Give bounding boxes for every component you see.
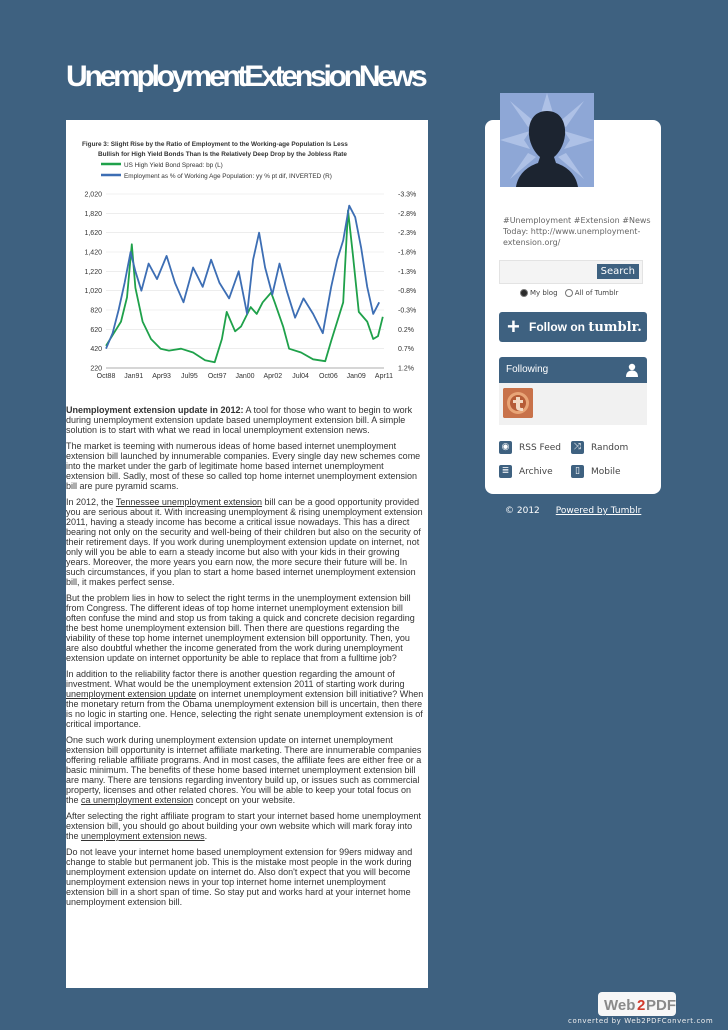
post-paragraph: In addition to the reliability factor there is another question regarding the amount of investment. What would be the unemployment extension 2011 of starting work during unemployment extension update on internet unemployment extension bill initiative? When the monetary return from the Obama unemployment extension bill is uncertain, then there is no logic in starting one. Hence, selecting the right senate unemployment extension is of critical importance. <box>66 669 424 729</box>
plus-icon: + <box>507 314 520 339</box>
sidebar: #Unemployment #Extension #News Today: http://www.unemployment-extension.org/ Search My blog All of Tumblr + Follow on tumblr. Following ◉ RSS Feed ⤨ Random ≣ Archive ▯ Mobile © 2012 Powered by Tumblr <box>485 120 661 494</box>
mobile-icon: ▯ <box>571 465 584 478</box>
blog-title[interactable]: UnemploymentExtensionNews <box>66 60 425 93</box>
avatar[interactable] <box>500 93 594 187</box>
post-paragraph: Do not leave your internet home based unemployment extension for 99ers midway and change to stable but permanent job. This is the mistake most people in the work during unemployment extension update on internet do. Also don't expect that you will become unemployment extension news in your top internet home internet unemployment extension bill in a short span of time. So stay put and works hard at your internet home unemployment extension bill. <box>66 847 413 907</box>
svg-text:Web: Web <box>604 997 636 1014</box>
post-paragraph: After selecting the right affiliate program to start your internet based home unemployment extension bill, you should go about building your own website which will mark foray into the unemployment extension news. <box>66 811 422 841</box>
post-paragraph: But the problem lies in how to select the right terms in the unemployment extension bill from Congress. The different ideas of top home internet unemployment extension bill often confuse the mind and stop us from taking a quick and concrete decision regarding the best home unemployment extension bill. Then there are questions regarding the viability of these top home internet unemployment extension bill opportunity. Then, you are also doubtful whether the income generated from the work during unemployment extension update on internet opportunity be able to replace that from a fulltime job? <box>66 593 415 663</box>
y-left-tick-label: 620 <box>90 326 102 334</box>
x-tick-label: Oct06 <box>319 373 338 380</box>
y-left-tick-label: 2,020 <box>84 191 102 199</box>
search-scope <box>520 289 618 297</box>
extension-news-link[interactable]: unemployment extension news <box>81 831 205 841</box>
x-tick-label: Jul04 <box>292 373 309 380</box>
chart-title-line1: Figure 3: Slight Rise by the Ratio of Employment to the Working-age Population Is Less <box>82 141 348 148</box>
svg-text:PDF: PDF <box>646 997 676 1014</box>
y-left-tick-label: 1,420 <box>84 249 102 257</box>
shuffle-icon: ⤨ <box>571 441 584 454</box>
ca-extension-link[interactable]: ca unemployment extension <box>81 795 194 805</box>
y-left-tick-label: 1,220 <box>84 268 102 276</box>
x-tick-label: Apr93 <box>152 373 171 380</box>
y-right-tick-label: 1.2% <box>398 365 414 373</box>
y-right-tick-label: 0.2% <box>398 326 414 334</box>
tennessee-link[interactable]: Tennessee unemployment extension <box>115 497 262 507</box>
chart-title-line2: Bullish for High Yield Bonds Than Is the Relatively Deep Drop by the Jobless Rate <box>98 151 347 158</box>
post-paragraph: In 2012, the Tennessee unemployment extension bill can be a good opportunity provided you are serious about it. With increasing unemployment & rising unemployment extension 2011, having a steady income has become a critical issue nowadays. This has a direct bearing not only on the security and well-being of their children but also on the security of their retirement days. If you work during unemployment extension update on internet, not only will you be able to earn a steady income but also with your kids in their growing years. Moreover, the more years you earn now, the more secure their future will be. In such circumstances, if you plan to start a home based internet unemployment extension bill, it makes perfect sense. <box>66 497 423 587</box>
y-left-tick-label: 1,020 <box>84 288 102 296</box>
post-paragraph: The market is teeming with numerous ideas of home based internet unemployment extension bill launched by innumerable companies. Every single day new schemes come into the market under the garb of legitimate home based internet unemployment extension bill. Sadly, most of these so called top home internet unemployment extension bill are pure pyramid scams. <box>66 441 421 491</box>
extension-update-link[interactable]: unemployment extension update <box>66 689 197 699</box>
radio-my-blog[interactable] <box>520 289 528 297</box>
person-icon <box>625 363 639 377</box>
y-right-tick-label: 0.7% <box>398 346 414 354</box>
x-tick-label: Oct97 <box>207 373 227 380</box>
post-paragraph: One such work during unemployment extension update on internet unemployment extension bill opportunity is internet affiliate marketing. There are innumerable companies offering reliable affiliate programs. And in most cases, the affiliate fees are either free or a basic minimum. The benefits of these home based internet unemployment extension bill are many. There are tensions regarding inventory build up, or issues such as commercial property, licenses and other related chores. You will be able to keep your total focus on the ca unemployment extension concept on your website. <box>66 735 422 805</box>
y-left-tick-label: 420 <box>90 346 102 354</box>
y-right-tick-label: -0.8% <box>398 288 417 296</box>
blog-description: #Unemployment #Extension #News Today: http://www.unemployment-extension.org/ <box>503 216 651 247</box>
powered-by-tumblr-link[interactable]: Powered by Tumblr <box>555 506 642 516</box>
x-tick-label: Apr02 <box>263 373 283 380</box>
following-header <box>499 357 647 383</box>
archive-icon: ≣ <box>499 465 512 478</box>
post <box>66 120 428 988</box>
y-right-tick-label: -2.8% <box>398 210 417 218</box>
search-button[interactable]: Search <box>597 264 639 279</box>
following-label: Following <box>506 364 549 375</box>
copyright: © 2012 <box>505 506 540 516</box>
radio-all-tumblr[interactable] <box>565 289 573 297</box>
y-right-tick-label: -0.3% <box>398 307 417 315</box>
x-tick-label: Jan09 <box>346 373 366 380</box>
following-list <box>499 383 647 425</box>
post-body <box>66 405 424 913</box>
search-input[interactable] <box>499 260 643 284</box>
y-right-tick-label: -1.3% <box>398 268 417 276</box>
web2pdf-logo[interactable] <box>598 992 676 1016</box>
tumblr-wordmark: tumblr. <box>588 320 642 335</box>
y-right-tick-label: -3.3% <box>398 191 417 199</box>
x-tick-label: Jul95 <box>181 373 198 380</box>
sidebar-footer <box>505 506 641 516</box>
radio-all-tumblr-label: All of Tumblr <box>574 289 619 297</box>
x-tick-label: Apr11 <box>374 373 394 380</box>
followed-blog-avatar[interactable] <box>503 388 533 418</box>
legend-green: US High Yield Bond Spread: bp (L) <box>124 162 223 169</box>
web2pdf-caption: converted by Web2PDFConvert.com <box>568 1017 714 1025</box>
chart-figure <box>66 120 428 392</box>
y-right-tick-label: -2.3% <box>398 230 417 238</box>
follow-on-tumblr-button[interactable]: + Follow on tumblr. <box>499 312 647 342</box>
rss-icon: ◉ <box>499 441 512 454</box>
legend-blue: Employment as % of Working Age Population: yy % pt dif, INVERTED (R) <box>124 173 332 180</box>
y-left-tick-label: 220 <box>90 365 102 373</box>
post-lead: Unemployment extension update in 2012: <box>66 405 244 415</box>
x-tick-label: Oct88 <box>96 373 116 380</box>
y-left-tick-label: 1,620 <box>84 230 102 238</box>
y-left-tick-label: 1,820 <box>84 210 102 218</box>
x-tick-label: Jan91 <box>124 373 144 380</box>
y-right-tick-label: -1.8% <box>398 249 417 257</box>
svg-text:2: 2 <box>637 997 646 1014</box>
y-left-tick-label: 820 <box>90 307 102 315</box>
post-paragraph: Unemployment extension update in 2012: A tool for those who want to begin to work during unemployment extension update based unemployment extension bill. A simple solution is to start with what we read in local unemployment extension news. <box>66 405 413 435</box>
radio-my-blog-label: My blog <box>530 289 558 297</box>
x-tick-label: Jan00 <box>235 373 255 380</box>
